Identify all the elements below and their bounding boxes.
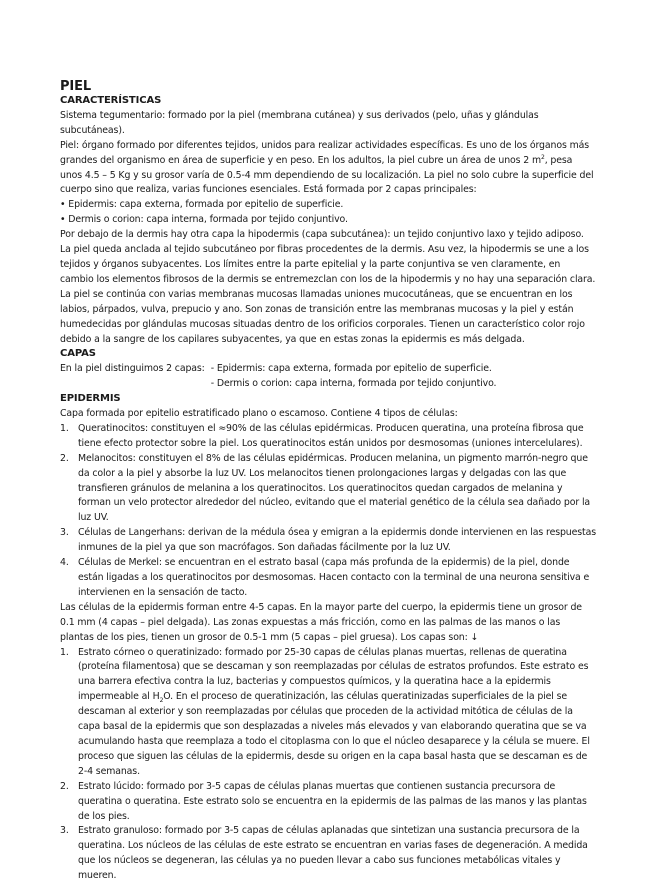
list-number: 3. xyxy=(60,825,69,837)
capas-item-dermis: - Dermis o corion: capa interna, formada por tejido conjuntivo. xyxy=(210,378,497,390)
estrato-corneo-text-a: Estrato córneo o queratinizado: formado por 25-30 capas de células planas muertas, rellenas de queratina (proteína filamentosa) que se descaman y son reemplazadas por células de estratos profundos. Este estrato es una barrera efectiva contra la luz, bacterias y compuestos químicos, y la queratina hace a la epidermis impermeable al H xyxy=(78,646,589,703)
list-text: Queratinocitos: constituyen el ≈90% de las células epidérmicas. Producen queratina, una proteína fibrosa que tiene efecto protector sobre la piel. Los queratinocitos están unidos por desmosomas (uniones intercelulares). xyxy=(78,422,584,449)
list-item xyxy=(60,824,596,884)
capas-lead: En la piel distinguimos 2 capas: xyxy=(60,363,205,375)
epidermis-layers-intro: Las células de la epidermis forman entre 4-5 capas. En la mayor parte del cuerpo, la epidermis tiene un grosor de 0.1 mm (4 capas – piel delgada). Las zonas expuestas a más fricción, como en las palmas de las manos o las plantas de los pies, tienen un grosor de 0.5-1 mm (5 capas – piel gruesa). Los capas son: ↓ xyxy=(60,601,582,643)
superscript-2: 2 xyxy=(540,153,545,161)
list-text xyxy=(78,646,596,780)
list-text: Melanocitos: constituyen el 8% de las células epidérmicas. Producen melanina, un pigmento marrón-negro que da color a la piel y absorbe la luz UV. Los melanocitos tienen prolongaciones largas y delgadas con las que transfieren gránulos de melanina a los queratinocitos. Los queratinocitos quedan cargados de melanina y forman un velo protector alrededor del núcleo, evitando que el material genético de la célula sea dañado por la luz UV. xyxy=(78,452,591,524)
section-heading-caracteristicas: CARACTERÍSTICAS xyxy=(60,95,162,106)
list-item xyxy=(60,780,596,825)
estrato-corneo-text-b: O. En el proceso de queratinización, las células queratinizadas superficiales de la piel se descaman al exterior y son reemplazadas por células que proceden de la actividad mitótica de células de la capa basal de la epidermis que son desplazadas a niveles más elevados y van elaborando queratina que se va acumulando hasta que reemplaza a todo el citoplasma con lo que el núcleo desaparece y la célula se muere. El proceso que siguen las células de la epidermis, desde su origen en la capa basal hasta que se descaman es de 2-4 semanas. xyxy=(78,691,590,777)
list-item xyxy=(60,526,596,556)
list-item xyxy=(60,556,596,601)
bullet-epidermis: • Epidermis: capa externa, formada por epitelio de superficie. xyxy=(60,198,596,213)
section-heading-epidermis: EPIDERMIS xyxy=(60,393,121,405)
piel-text-b: , pesa unos 4.5 – 5 Kg y su grosor varía de 0.5-4 mm dependiendo de su localización. La piel no solo cubre la superficie del cuerpo sino que realiza, varias funciones esenciales. Está formada por 2 capas principales: xyxy=(60,154,594,196)
strata-list xyxy=(60,646,596,884)
principal-layers-list xyxy=(60,198,596,228)
paragraph-mucosas: La piel se continúa con varias membranas mucosas llamadas uniones mucocutáneas, que se encuentran en los labios, párpados, vulva, prepucio y ano. Son zonas de transición entre las membranas mucosas y la piel y están humedecidas por glándulas mucosas situadas dentro de los orificios corporales. Tienen un característico color rojo debido a la sangre de los capilares subyacentes, ya que en estas zonas la epidermis es más delgada. xyxy=(60,288,585,345)
piel-text-a: Piel: órgano formado por diferentes tejidos, unidos para realizar actividades específicas. Es uno de los órganos más grandes del organismo en área de superficie y en peso. En los adultos, la piel cubre un área de unos 2 m xyxy=(60,139,589,166)
document-title: PIEL xyxy=(60,79,92,94)
list-text: Células de Merkel: se encuentran en el estrato basal (capa más profunda de la epidermis) de la piel, donde están ligadas a los queratinocitos por desmosomas. Hacen contacto con la terminal de una neurona sensitiva e intervienen en la sensación de tacto. xyxy=(78,557,590,598)
list-number: 1. xyxy=(60,422,69,434)
paragraph-piel xyxy=(60,139,596,199)
paragraph-hipodermis: Por debajo de la dermis hay otra capa la hipodermis (capa subcutánea): un tejido conjuntivo laxo y tejido adiposo. La piel queda anclada al tejido subcutáneo por fibras procedentes de la dermis. Asu vez, la hipodermis se une a los tejidos y órganos subyacentes. Los límites entre la parte epitelial y la parte conjuntiva se ven claramente, en cambio los elementos fibrosos de la dermis se entremezclan con los de la hipodermis y no hay una separación clara. xyxy=(60,229,596,285)
list-number: 1. xyxy=(60,646,69,658)
subscript-2: 2 xyxy=(159,697,164,705)
list-text: Estrato granuloso: formado por 3-5 capas de células aplanadas que sintetizan una sustancia precursora de la queratina. Los núcleos de las células de este estrato se encuentran en varias fases de degeneración. A medida que los núcleos se degeneran, las células ya no pueden llevar a cabo sus funciones metabólicas vitales y mueren. xyxy=(78,825,588,882)
capas-item-epidermis: - Epidermis: capa externa, formada por epitelio de superficie. xyxy=(210,363,492,375)
bullet-dermis: • Dermis o corion: capa interna, formada por tejido conjuntivo. xyxy=(60,213,596,228)
list-number: 2. xyxy=(60,780,69,792)
epidermis-intro: Capa formada por epitelio estratificado plano o escamoso. Contiene 4 tipos de células: xyxy=(60,408,458,420)
list-item xyxy=(60,646,596,780)
list-text: Células de Langerhans: derivan de la médula ósea y emigran a la epidermis donde intervienen en las respuestas inmunes de la piel ya que son macrófagos. Son dañadas fácilmente por la luz UV. xyxy=(78,527,596,554)
list-number: 4. xyxy=(60,557,69,569)
list-text: Estrato lúcido: formado por 3-5 capas de células planas muertas que contienen sustancia precursora de queratina o queratina. Este estrato solo se encuentra en la epidermis de las palmas de las manos y las plantas de los pies. xyxy=(78,780,587,822)
list-number: 3. xyxy=(60,527,69,539)
document-page xyxy=(60,80,596,884)
capas-block xyxy=(60,362,596,392)
capas-items xyxy=(211,362,497,392)
cell-types-list xyxy=(60,422,596,601)
list-item xyxy=(60,422,596,452)
list-number: 2. xyxy=(60,452,69,464)
paragraph-sistema-tegumentario: Sistema tegumentario: formado por la piel (membrana cutánea) y sus derivados (pelo, uñas y glándulas subcutáneas). xyxy=(60,109,539,136)
list-item xyxy=(60,452,596,527)
section-heading-capas: CAPAS xyxy=(60,348,96,360)
